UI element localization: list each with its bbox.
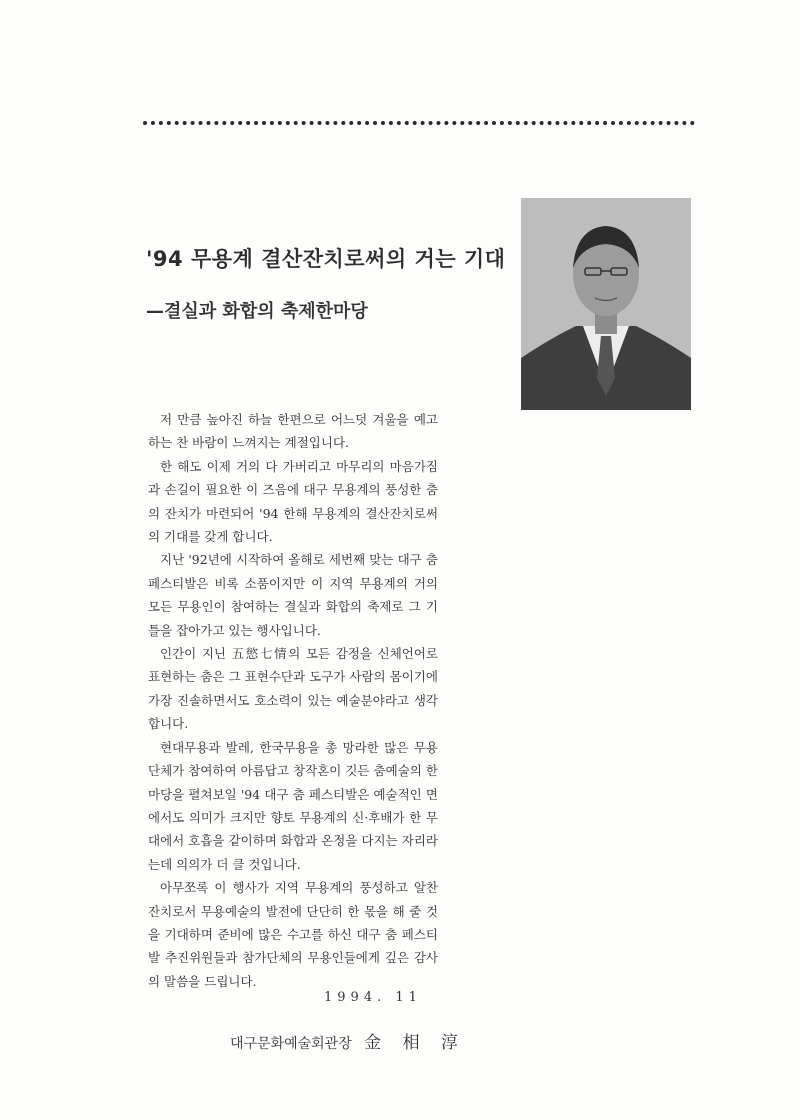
- paragraph: 한 해도 이제 거의 다 가버리고 마무리의 마음가짐과 손길이 필요한 이 즈음에 대구 무용계의 풍성한 춤의 잔치가 마련되어 '94 한해 무용계의 결산잔치로써의 기대를 갖게 합니다.: [148, 458, 438, 545]
- signature-name: 金 相 淳: [364, 1033, 466, 1053]
- signature: [230, 1028, 466, 1053]
- paragraph: 현대무용과 발레, 한국무용을 총 망라한 많은 무용단체가 참여하여 아름답고 창작혼이 깃든 춤예술의 한마당을 펼쳐보일 '94 대구 춤 페스티발은 예술적인 면에서도 의미가 크지만 향토 무용계의 신·후배가 한 무대에서 호흡을 같이하며 화합과 온정을 다지는 자리라는데 의의가 더 클 것입니다.: [148, 739, 438, 872]
- author-portrait: [521, 198, 691, 410]
- paragraph: 아무쪼록 이 행사가 지역 무용계의 풍성하고 알찬 잔치로서 무용예술의 발전에 단단히 한 몫을 해 줄 것을 기대하며 준비에 많은 수고를 하신 대구 춤 페스티발 추진위원들과 참가단체의 무용인들에게 깊은 감사의 말씀을 드립니다.: [148, 880, 438, 989]
- paragraph: 저 만큼 높아진 하늘 한편으로 어느덧 겨울을 예고하는 찬 바람이 느껴지는 계절입니다.: [148, 412, 438, 451]
- article-subtitle: —결실과 화합의 축제한마당: [146, 301, 368, 322]
- top-dotted-rule: [143, 121, 695, 125]
- paragraph: 지난 '92년에 시작하여 올해로 세번째 맞는 대구 춤 페스티발은 비록 소품이지만 이 지역 무용계의 거의 모든 무용인이 참여하는 결실과 화합의 축제로 그 기틀을 잡아가고 있는 행사입니다.: [148, 552, 438, 638]
- paragraph: 인간이 지닌 五慾七情의 모든 감정을 신체언어로 표현하는 춤은 그 표현수단과 도구가 사람의 몸이기에 가장 진솔하면서도 호소력이 있는 예술분야라고 생각합니다.: [148, 646, 438, 732]
- article-title: '94 무용계 결산잔치로써의 거는 기대: [146, 247, 506, 271]
- signature-position: 대구문화예술회관장: [230, 1036, 352, 1052]
- article-date: 1994. 11: [324, 990, 422, 1005]
- article-body: [148, 408, 438, 993]
